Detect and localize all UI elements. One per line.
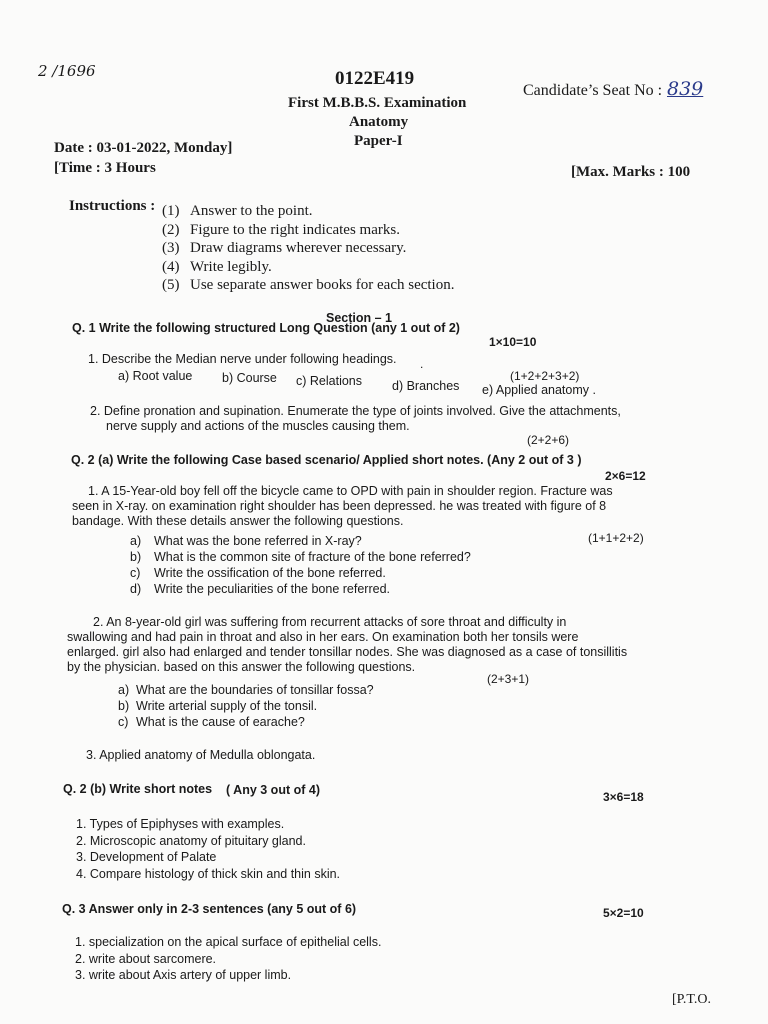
q1-title: Q. 1 Write the following structured Long Question (any 1 out of 2) xyxy=(72,321,460,335)
q2b-marks: 3×6=18 xyxy=(603,790,644,804)
list-item: c) Write the ossification of the bone referred. xyxy=(130,566,386,580)
instruction-item: (1) Answer to the point. xyxy=(162,203,313,219)
q1-item-1-dot: . xyxy=(420,357,424,371)
list-item: 3. write about Axis artery of upper limb. xyxy=(75,968,292,982)
page-turn-note: [P.T.O. xyxy=(672,992,712,1007)
q2a-case-1 xyxy=(72,484,613,529)
q2a-case-1-questions xyxy=(130,533,471,597)
q2a-case-2-questions xyxy=(118,682,374,730)
q2a-case-1-marks: (1+1+2+2) xyxy=(588,531,644,545)
q1-item-2-line-2: nerve supply and actions of the muscles causing them. xyxy=(106,419,410,433)
instructions-list xyxy=(162,202,454,295)
q2a-case-2-marks: (2+3+1) xyxy=(487,672,530,686)
instruction-item: (2) Figure to the right indicates marks. xyxy=(162,221,400,238)
seat-number: 839 xyxy=(667,78,704,100)
seat-label: Candidate’s Seat No : xyxy=(523,82,663,99)
list-item: a) What are the boundaries of tonsillar fossa? xyxy=(118,683,374,697)
list-item: c) What is the cause of earache? xyxy=(118,715,305,729)
exam-date: Date : 03-01-2022, Monday] xyxy=(54,140,233,156)
q3-marks: 5×2=10 xyxy=(603,906,644,920)
q1-item-1: 1. Describe the Median nerve under following headings. xyxy=(88,352,397,366)
list-item: 3. Development of Palate xyxy=(76,850,217,864)
instruction-item: (4) Write legibly. xyxy=(162,258,272,275)
q2b-choice: ( Any 3 out of 4) xyxy=(226,783,320,797)
q1-item-2-marks: (2+2+6) xyxy=(527,433,570,447)
q1-item-1-marks: (1+2+2+3+2) xyxy=(510,369,580,383)
list-item: b) Write arterial supply of the tonsil. xyxy=(118,699,318,713)
q1-heading-root: a) Root value xyxy=(118,369,193,383)
exam-duration: [Time : 3 Hours xyxy=(54,160,156,176)
case-1-line: seen in X-ray. on examination right shoulder has been depressed. he was treated with figure of 8 xyxy=(72,499,607,513)
q3-title: Q. 3 Answer only in 2-3 sentences (any 5 out of 6) xyxy=(62,902,357,916)
case-2-line: 2. An 8-year-old girl was suffering from recurrent attacks of sore throat and difficulty in xyxy=(93,615,567,629)
case-2-line: enlarged. girl also had enlarged and tender tonsillar nodes. She was diagnosed as a case of tonsillitis xyxy=(67,645,628,659)
max-marks: [Max. Marks : 100 xyxy=(571,164,691,180)
q2b-list xyxy=(76,816,340,882)
section-heading: Section – 1 xyxy=(326,311,392,325)
handwritten-number: 2 /1696 xyxy=(38,62,96,80)
instruction-item: (5) Use separate answer books for each section. xyxy=(162,277,455,293)
case-1-line: 1. A 15-Year-old boy fell off the bicycle came to OPD with pain in shoulder region. Fracture was xyxy=(88,484,613,498)
q2a-case-2 xyxy=(67,615,627,675)
case-2-line: swallowing and had pain in throat and also in her ears. On examination both her tonsils were xyxy=(67,630,579,644)
paper-number: Paper-I xyxy=(354,133,403,149)
list-item: 2. Microscopic anatomy of pituitary gland. xyxy=(76,833,306,848)
list-item: a) What was the bone referred in X-ray? xyxy=(130,534,362,548)
list-item: d) Write the peculiarities of the bone referred. xyxy=(130,582,391,596)
q1-heading-relations: c) Relations xyxy=(296,374,362,388)
q2a-item-3: 3. Applied anatomy of Medulla oblongata. xyxy=(86,748,316,762)
q3-list xyxy=(75,934,381,984)
q2a-marks: 2×6=12 xyxy=(605,469,646,483)
subject: Anatomy xyxy=(349,114,409,130)
q1-item-2-line-1: 2. Define pronation and supination. Enumerate the type of joints involved. Give the attachments, xyxy=(90,404,621,418)
case-2-line: by the physician. based on this answer the following questions. xyxy=(67,660,416,674)
q1-marks: 1×10=10 xyxy=(489,335,537,349)
q1-heading-course: b) Course xyxy=(222,371,277,385)
exam-name: First M.B.B.S. Examination xyxy=(288,95,467,111)
instruction-item: (3) Draw diagrams wherever necessary. xyxy=(162,240,407,256)
q1-heading-branches: d) Branches xyxy=(392,379,460,393)
q2a-title: Q. 2 (a) Write the following Case based scenario/ Applied short notes. (Any 2 out of 3 ) xyxy=(71,453,582,467)
list-item: 1. Types of Epiphyses with examples. xyxy=(76,817,285,831)
paper-code: 0122E419 xyxy=(335,68,415,89)
list-item: b) What is the common site of fracture of the bone referred? xyxy=(130,550,471,564)
list-item: 1. specialization on the apical surface of epithelial cells. xyxy=(75,935,382,949)
list-item: 2. write about sarcomere. xyxy=(75,951,217,966)
q1-heading-applied: e) Applied anatomy . xyxy=(482,383,596,397)
q2b-title: Q. 2 (b) Write short notes xyxy=(63,782,213,796)
case-1-line: bandage. With these details answer the following questions. xyxy=(72,514,404,528)
instructions-label: Instructions : xyxy=(69,198,156,214)
list-item: 4. Compare histology of thick skin and thin skin. xyxy=(76,866,341,881)
